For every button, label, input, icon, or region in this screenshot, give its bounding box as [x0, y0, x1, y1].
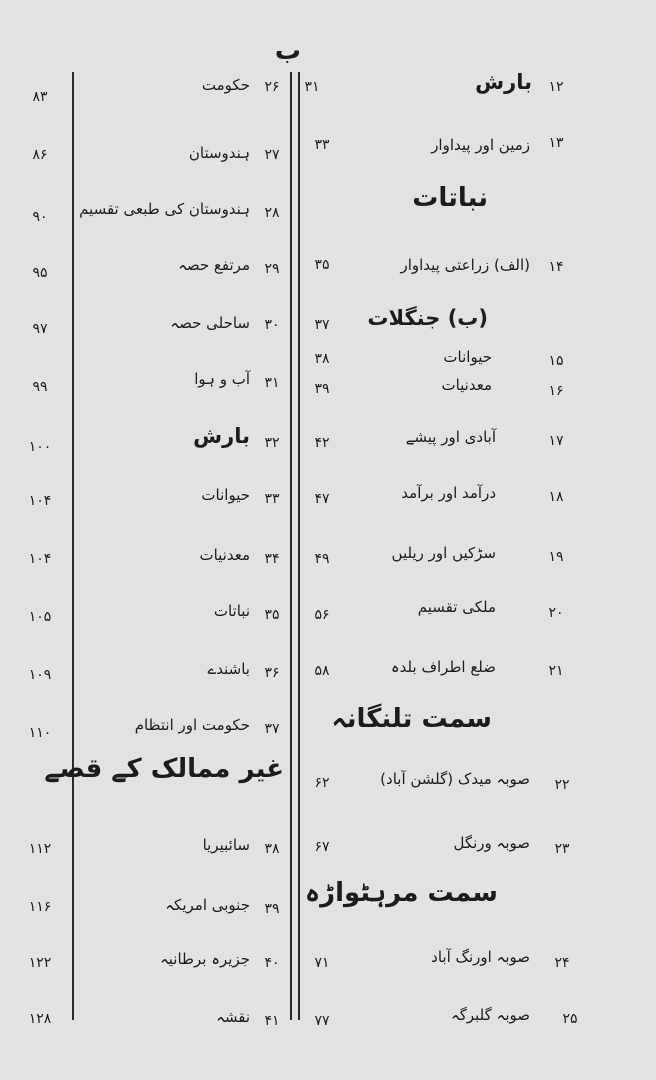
entry-page: ۶۷: [314, 839, 330, 855]
entry-title: ساحلی حصہ: [170, 314, 250, 332]
entry-page: ۱۰۴: [28, 551, 52, 567]
entry-page: ۳۵: [314, 257, 330, 273]
entry-number: ۲۹: [264, 261, 280, 277]
entry-title: معدنیات: [441, 376, 492, 394]
entry-number: ۱۴: [548, 259, 564, 275]
entry-title: باشندے: [207, 660, 250, 678]
section-heading: غیر ممالک کے قصے: [44, 754, 284, 784]
entry-page: ۹۷: [32, 321, 48, 337]
entry-title: نباتات: [213, 602, 250, 620]
entry-title: مرتفع حصہ: [178, 256, 250, 274]
entry-number: ۳۶: [264, 665, 280, 681]
entry-title: صوبہ ورنگل: [453, 834, 530, 852]
entry-title: صوبہ گلبرگہ: [450, 1006, 530, 1024]
entry-page: ۱۱۶: [28, 899, 52, 915]
entry-number: ۳۷: [264, 721, 280, 737]
entry-number: ۳۸: [264, 841, 280, 857]
entry-number: ۳۹: [264, 901, 280, 917]
entry-page: ۷۱: [314, 955, 330, 971]
entry-page: ۱۲۲: [28, 955, 52, 971]
entry-page: ۱۰۹: [28, 667, 52, 683]
entry-page: ۳۹: [314, 381, 330, 397]
middle-rule-right: [298, 72, 300, 1020]
entry-number: ۱۲: [548, 79, 564, 95]
entry-title: حیوانات: [443, 348, 492, 366]
entry-title: بارش: [475, 70, 532, 94]
entry-title: جزیرہ برطانیہ: [159, 950, 250, 968]
entry-page: ۳۱: [304, 79, 320, 95]
entry-number: ۳۴: [264, 551, 280, 567]
entry-number: ۱۸: [548, 489, 564, 505]
section-heading: نباتات: [412, 183, 488, 213]
entry-title: (الف) زراعتی پیداوار: [400, 256, 530, 274]
entry-title: ضلع اطراف بلدہ: [390, 658, 496, 676]
left-rule: [72, 72, 74, 1020]
entry-title: ملکی تقسیم: [417, 598, 496, 616]
entry-page: ۷۷: [314, 1013, 330, 1029]
entry-title: آب و ہوا: [194, 370, 250, 388]
entry-page: ۱۱۲: [28, 841, 52, 857]
entry-title: ہندوستان کی طبعی تقسیم: [79, 200, 250, 218]
entry-number: ۳۲: [264, 435, 280, 451]
entry-number: ۳۰: [264, 317, 280, 333]
entry-number: ۲۱: [548, 663, 564, 679]
middle-rule-left: [290, 72, 292, 1020]
entry-number: ۴۱: [264, 1013, 280, 1029]
entry-number: ۱۹: [548, 549, 564, 565]
entry-number: ۳۱: [264, 375, 280, 391]
entry-title: حکومت اور انتظام: [134, 716, 250, 734]
entry-title: حکومت: [201, 76, 250, 94]
entry-page: ۹۰: [32, 209, 48, 225]
entry-title: جنوبی امریکہ: [165, 896, 250, 914]
entry-number: ۱۳: [548, 135, 564, 151]
entry-page: ۳۸: [314, 351, 330, 367]
entry-number: ۲۷: [264, 147, 280, 163]
entry-page: ۹۹: [32, 379, 48, 395]
entry-title: زمین اور پیداوار: [431, 136, 530, 154]
entry-number: ۲۲: [554, 777, 570, 793]
entry-page: ۵۸: [314, 663, 330, 679]
entry-number: ۲۰: [548, 605, 564, 621]
entry-title: ہندوستان: [188, 144, 250, 162]
entry-title: آبادی اور پیشے: [405, 428, 496, 446]
entry-title: درآمد اور برآمد: [401, 484, 496, 502]
entry-number: ۴۰: [264, 955, 280, 971]
entry-page: ۴۷: [314, 491, 330, 507]
entry-page: ۱۰۵: [28, 609, 52, 625]
entry-page: ۴۹: [314, 551, 330, 567]
section-heading: سمت مرہٹواڑہ: [304, 878, 498, 908]
entry-page: ۳۷: [314, 317, 330, 333]
entry-number: ۲۵: [562, 1011, 578, 1027]
entry-title: سائبیریا: [202, 836, 250, 854]
entry-page: ۸۶: [32, 147, 48, 163]
entry-number: ۲۶: [264, 79, 280, 95]
entry-number: ۳۳: [264, 491, 280, 507]
entry-title: بارش: [193, 424, 250, 448]
entry-number: ۱۷: [548, 433, 564, 449]
entry-page: ۴۲: [314, 435, 330, 451]
entry-page: ۹۵: [32, 265, 48, 281]
entry-title: صوبہ میدک (گلشن آباد): [380, 770, 530, 788]
entry-page: ۱۱۰: [28, 725, 52, 741]
entry-number: ۲۳: [554, 841, 570, 857]
entry-title: معدنیات: [199, 546, 250, 564]
entry-number: ۳۵: [264, 607, 280, 623]
entry-page: ۶۲: [314, 775, 330, 791]
entry-title: سڑکیں اور ریلیں: [391, 544, 496, 562]
entry-title: نقشہ: [216, 1008, 250, 1026]
entry-title: (ب) جنگلات: [367, 306, 488, 330]
entry-page: ۱۰۰: [28, 439, 52, 455]
entry-title: حیوانات: [201, 486, 250, 504]
section-heading: سمت تلنگانہ: [331, 704, 492, 734]
entry-page: ۱۰۴: [28, 493, 52, 509]
entry-number: ۱۶: [548, 383, 564, 399]
entry-page: ۳۳: [314, 137, 330, 153]
entry-page: ۸۳: [32, 89, 48, 105]
entry-title: صوبہ اورنگ آباد: [431, 948, 530, 966]
entry-number: ۲۴: [554, 955, 570, 971]
entry-number: ۲۸: [264, 205, 280, 221]
entry-number: ۱۵: [548, 353, 564, 369]
entry-page: ۵۶: [314, 607, 330, 623]
page-letter: ب: [274, 36, 302, 66]
entry-page: ۱۲۸: [28, 1011, 52, 1027]
